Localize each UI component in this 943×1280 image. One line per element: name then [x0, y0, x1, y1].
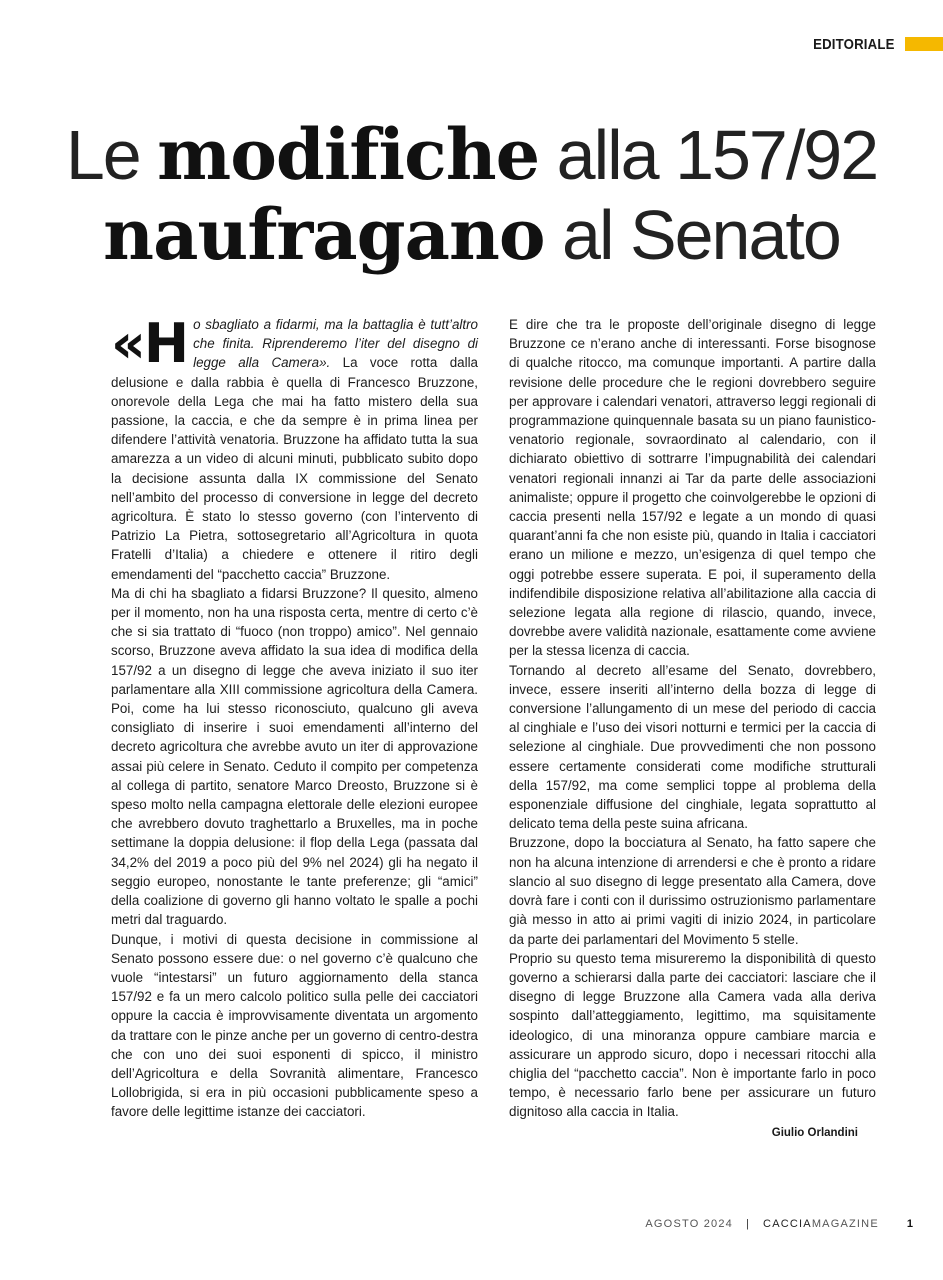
headline-line-2 — [0, 193, 943, 276]
magazine-name: CACCIA — [763, 1218, 812, 1230]
article-paragraph: E dire che tra le proposte dell’originale disegno di legge Bruzzone ce n’erano anche di interessanti. Forse bisognose di qualche ritocco, ma comunque importanti. A partire dalla revisione delle procedure che le regioni dovrebbero seguire per approvare i calendari venatori, attraverso leggi regionali di programmazione quinquennale basata su un piano faunistico-venatorio regionale, sovraordinato al calendario, con il dichiarato obiettivo di sottrarre l’impugnabilità dei calendari venatori regionali innanzi ai Tar da parte delle associazioni animaliste; oppure il progetto che coinvolgerebbe le opzioni di caccia presenti nella 157/92 e legate a un mondo di quasi quarant’anni fa che non esiste più, quando in Italia i cacciatori erano un milione e mezzo, un’esigenza di quel tempo che oggi potrebbe essere superata. E poi, il superamento della indifendibile disposizione relativa all’abilitazione alla caccia di selezione legata alla regione di rilascio, quando, invece, dovrebbe avere validità nazionale, esattamente come avviene per la stessa licenza di caccia. — [509, 317, 876, 659]
section-label: EDITORIALE — [813, 35, 895, 53]
article-paragraph: Ma di chi ha sbagliato a fidarsi Bruzzone? Il quesito, almeno per il momento, non ha una risposta certa, mentre di certo c’è che si sia trattato di “fuoco (non troppo) amico”. Nel gennaio scorso, Bruzzone aveva affidato la sua idea di modifica della 157/92 a un disegno di legge che aveva iniziato il suo iter parlamentare alla XIII commissione agricoltura della Camera. Poi, come ha lui stesso riconosciuto, qualcuno gli aveva consigliato di inserire i suoi emendamenti all’interno del decreto agricoltura che avrebbe avuto un iter di approvazione assai più celere in Senato. Ceduto il compito per competenza al collega di partito, senatore Marco Dreosto, Bruzzone si è speso molto nella campagna elettorale delle elezioni europee che avrebbero dovuto traghettarlo a Bruxelles, ma in poche settimane la doppia delusione: il flop della Lega (passata dal 34,2% del 2019 a poco più del 9% nel 2024) gli ha negato il seggio europeo, nonostante le tante preferenze; gli “amici” della coalizione di governo gli hanno voltato le spalle a pochi metri dal traguardo. — [111, 585, 478, 928]
issue-date: AGOSTO 2024 — [645, 1218, 733, 1230]
section-accent-bar — [905, 37, 943, 51]
headline-word: alla 157/92 — [539, 116, 878, 194]
article-column-right — [509, 315, 876, 1122]
page-number: 1 — [906, 1218, 913, 1230]
headline-word: al Senato — [544, 196, 840, 274]
section-tag — [802, 36, 943, 52]
headline-line-1 — [0, 113, 943, 196]
article-paragraph: Bruzzone, dopo la bocciatura al Senato, ha fatto sapere che non ha alcuna intenzione di arrendersi e che è pronto a ridare slancio al suo disegno di legge presentato alla Camera, dove dovrà fare i conti con il durissimo ostruzionismo parlamentare già messo in atto ai primi vagiti di inizio 2024, in particolare da parte dei parlamentari del Movimento 5 stelle. — [509, 835, 876, 947]
lead-quote: o sbagliato a fidarmi, ma la battaglia è tutt’altro che finita. Riprenderemo l’iter del disegno di legge alla Camera». — [193, 317, 478, 371]
dropcap — [111, 312, 188, 375]
author-byline: Giulio Orlandini — [771, 1127, 858, 1139]
magazine-suffix: MAGAZINE — [811, 1218, 879, 1230]
article-paragraph: Dunque, i motivi di questa decisione in commissione al Senato possono essere due: o nel governo c’è qualcuno che vuole “intestarsi” un futuro aggiornamento della stanca 157/92 e fa un mero calcolo politico sulla pelle dei cacciatori oppure la caccia è improvvisamente diventata un argomento da trattare con le pinze anche per un governo di centro-destra che con uno dei suoi esponenti di spicco, il ministro dell’Agricoltura e della Sovranità alimentare, Francesco Lollobrigida, si era in più occasioni pubblicamente speso a favore delle legittime istanze dei cacciatori. — [111, 931, 478, 1120]
paragraph-text: La voce rotta dalla delusione e dalla rabbia è quella di Francesco Bruzzone, onorevole della Lega che mai ha fatto mistero della sua passione, la caccia, e che da sempre è in prima linea per difendere l’attività venatoria. Bruzzone ha affidato tutta la sua amarezza a un video di alcuni minuti, pubblicato subito dopo la decisione assunta dalla IX commissione del Senato nell’ambito del processo di conversione in legge del decreto agricoltura. È stato lo stesso governo (con l’intervento di Patrizio La Pietra, sottosegretario all’Agricoltura in quota Fratelli d’Italia) a chiedere e ottenere il ritiro degli emendamenti del “pacchetto caccia” Bruzzone. — [111, 355, 479, 582]
headline-word: naufragano — [103, 193, 545, 276]
article-column-left — [111, 312, 479, 1122]
headline-word: Le — [65, 116, 158, 194]
article-paragraph: Tornando al decreto all’esame del Senato, dovrebbero, invece, essere inseriti all’interno della bozza di legge di conversione l’allungamento di un mese del periodo di caccia al cinghiale e l’uso dei visori notturni e termici per la caccia di selezione al cinghiale. Due provvedimenti che non possono essere certamente considerati come modifiche strutturali della 157/92, ma come semplici toppe al problema della esponenziale diffusione del cinghiale, legata soprattutto al delicato tema della peste suina africana. — [509, 662, 876, 832]
article-paragraph — [111, 312, 479, 584]
article-paragraph: Proprio su questo tema misureremo la disponibilità di questo governo a schierarsi dalla parte dei cacciatori: lasciare che il disegno di legge Bruzzone alla Camera vada alla deriva sospinto dall’atteggiamento, legittimo, ma squisitamente ideologico, di una minoranza oppure cambiare marcia e assicurare un approdo sicuro, dopo i necessari ritocchi alla chiglia del “pacchetto caccia”. Non è importante farlo in poco tempo, è necessario farlo bene per assicurare un futuro dignitoso alla caccia in Italia. — [509, 950, 876, 1120]
headline — [0, 113, 943, 276]
footer-separator: | — [745, 1218, 751, 1230]
opening-quote-mark: « — [111, 312, 144, 375]
page-footer — [645, 1218, 913, 1230]
dropcap-letter: H — [143, 312, 188, 375]
headline-word: modifiche — [157, 113, 540, 196]
